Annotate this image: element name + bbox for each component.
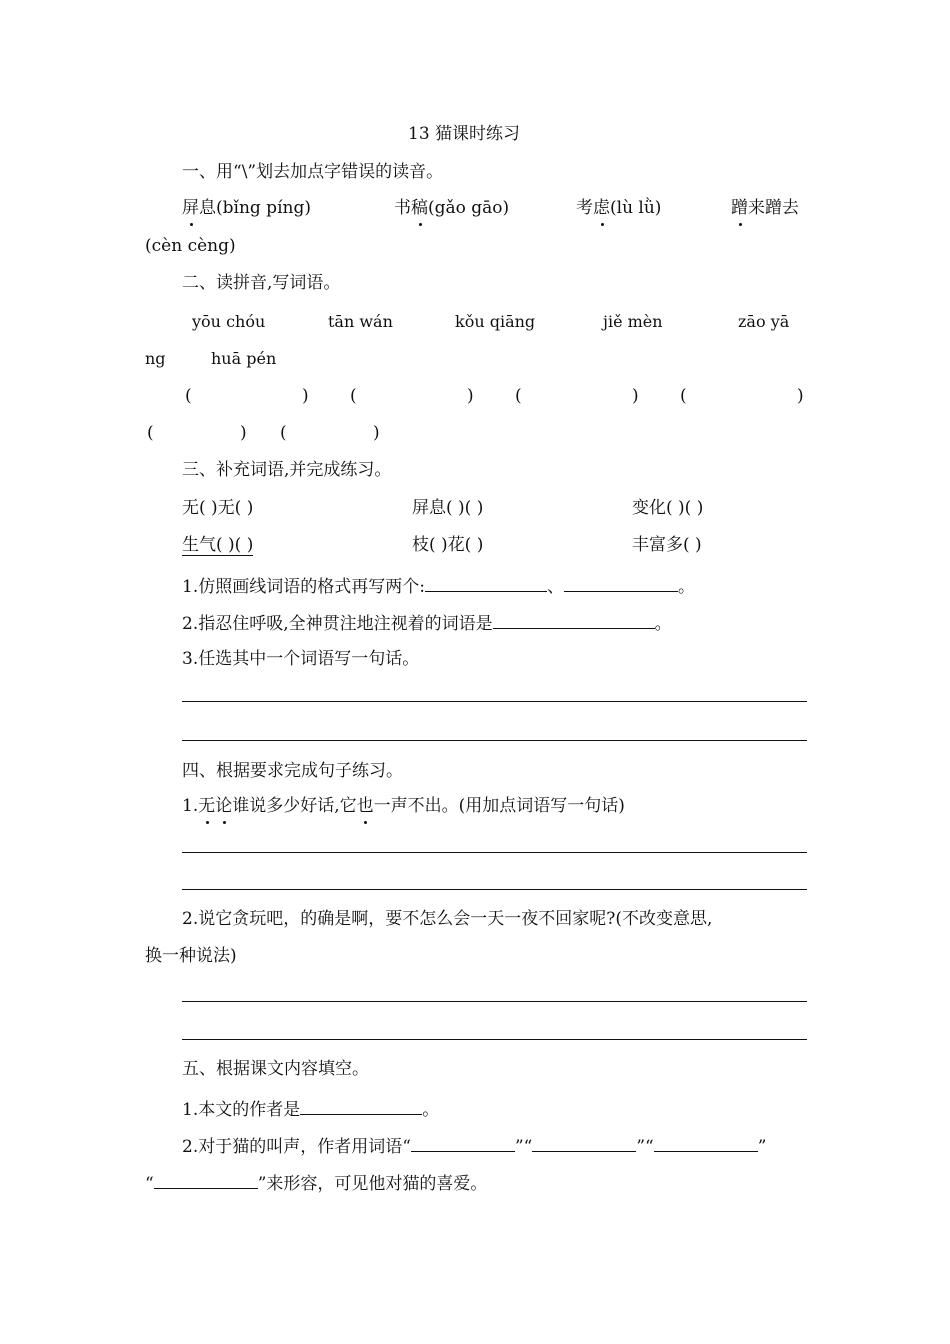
writing-line[interactable] bbox=[182, 701, 807, 702]
question-5-2-cont: “ ”来形容，可见他对猫的喜爱。 bbox=[145, 1170, 487, 1195]
pinyin-3: kǒu qiāng bbox=[455, 312, 536, 331]
answer-blank[interactable] bbox=[532, 1133, 636, 1152]
answer-paren-open: ( bbox=[147, 423, 154, 443]
answer-paren-close: ) bbox=[797, 386, 804, 406]
word-wu-wu: 无( )无( ) bbox=[182, 498, 254, 518]
word-fengfu: 丰富多( ) bbox=[632, 535, 702, 555]
answer-paren-open: ( bbox=[680, 386, 687, 406]
section-4-heading: 四、根据要求完成句子练习。 bbox=[182, 761, 403, 781]
answer-blank[interactable] bbox=[493, 610, 655, 629]
word-shengqi-underlined: 生气( )( ) bbox=[182, 535, 254, 555]
answer-paren-close: ) bbox=[373, 423, 380, 443]
writing-line[interactable] bbox=[182, 889, 807, 890]
question-4-1: 1.无论谁说多少好话,它也一声不出。(用加点词语写一句话) bbox=[182, 796, 625, 816]
question-3-2: 2.指忍住呼吸,全神贯注地注视着的词语是 。 bbox=[182, 610, 672, 635]
item-pingxi: 屏息(bǐng píng) bbox=[182, 198, 311, 218]
question-4-2: 2.说它贪玩吧，的确是啊，要不怎么会一天一夜不回家呢?(不改变意思, bbox=[182, 909, 713, 929]
answer-blank[interactable] bbox=[154, 1170, 258, 1189]
question-5-2: 2.对于猫的叫声，作者用词语“ ”“ ”“ ” bbox=[182, 1133, 766, 1158]
pinyin-5-cont: ng bbox=[145, 349, 166, 368]
answer-paren-open: ( bbox=[515, 386, 522, 406]
item-kaolv: 考虑(lù lǜ) bbox=[576, 198, 662, 218]
question-3-3: 3.任选其中一个词语写一句话。 bbox=[182, 649, 420, 669]
question-5-1: 1.本文的作者是 。 bbox=[182, 1096, 439, 1121]
answer-blank[interactable] bbox=[425, 573, 547, 592]
section-1-heading: 一、用“\”划去加点字错误的读音。 bbox=[182, 162, 444, 182]
section-3-heading: 三、补充词语,并完成练习。 bbox=[182, 460, 392, 480]
word-bianhua: 变化( )( ) bbox=[632, 498, 704, 518]
pinyin-4: jiě mèn bbox=[603, 312, 663, 331]
answer-paren-close: ) bbox=[632, 386, 639, 406]
writing-line[interactable] bbox=[182, 1001, 807, 1002]
question-4-2-cont: 换一种说法) bbox=[145, 946, 237, 966]
section-2-heading: 二、读拼音,写词语。 bbox=[182, 273, 341, 293]
answer-paren-close: ) bbox=[240, 423, 247, 443]
section-5-heading: 五、根据课文内容填空。 bbox=[182, 1059, 369, 1079]
answer-paren-close: ) bbox=[467, 386, 474, 406]
item-cenglai: 蹭来蹭去 bbox=[731, 198, 799, 218]
pinyin-5: zāo yā bbox=[738, 312, 790, 331]
writing-line[interactable] bbox=[182, 1039, 807, 1040]
answer-paren-open: ( bbox=[350, 386, 357, 406]
answer-paren-open: ( bbox=[185, 386, 192, 406]
answer-blank[interactable] bbox=[300, 1096, 422, 1115]
word-pingxi: 屏息( )( ) bbox=[412, 498, 484, 518]
pinyin-1: yōu chóu bbox=[192, 312, 266, 331]
writing-line[interactable] bbox=[182, 852, 807, 853]
item-shugao: 书稿(gǎo gāo) bbox=[394, 198, 510, 218]
pinyin-2: tān wán bbox=[328, 312, 393, 331]
word-zhihua: 枝( )花( ) bbox=[412, 535, 484, 555]
answer-paren-open: ( bbox=[280, 423, 287, 443]
answer-blank[interactable] bbox=[411, 1133, 515, 1152]
page-title: 13 猫课时练习 bbox=[408, 124, 521, 144]
answer-blank[interactable] bbox=[564, 573, 678, 592]
item-cenglai-pinyin: (cèn cèng) bbox=[145, 236, 236, 256]
writing-line[interactable] bbox=[182, 740, 807, 741]
question-3-1: 1.仿照画线词语的格式再写两个: 、 。 bbox=[182, 573, 695, 598]
answer-blank[interactable] bbox=[654, 1133, 758, 1152]
pinyin-6: huā pén bbox=[211, 349, 277, 368]
answer-paren-close: ) bbox=[302, 386, 309, 406]
